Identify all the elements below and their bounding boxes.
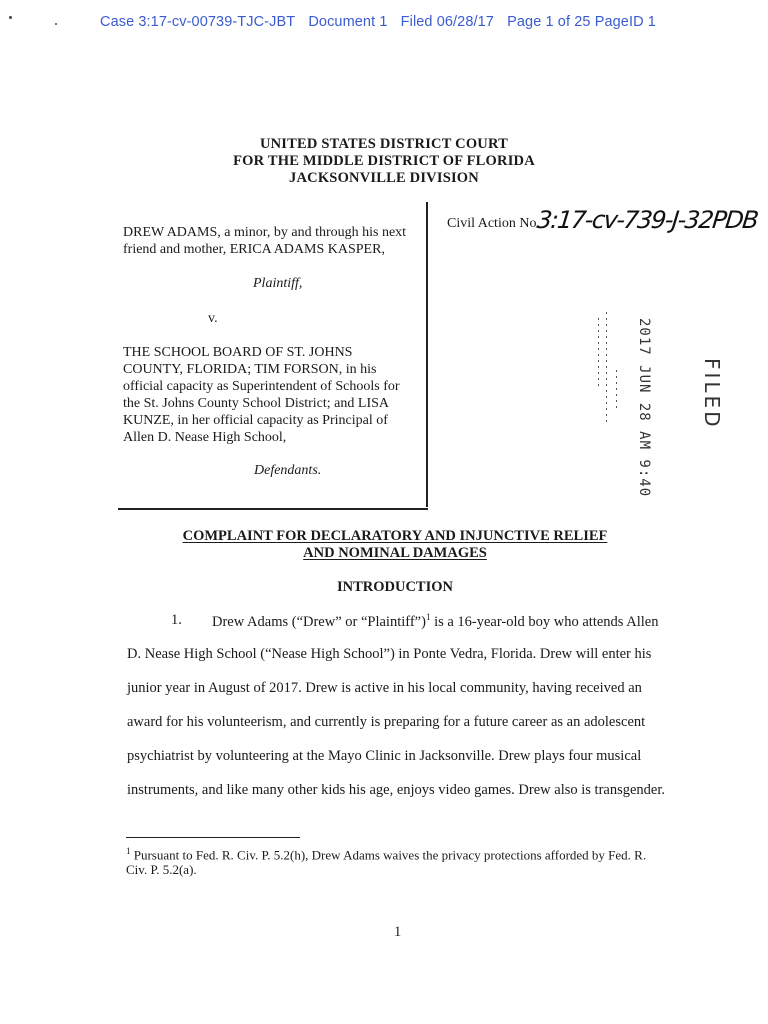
clerk-filed-stamp: [598, 310, 728, 498]
handwritten-case-number: 3:17-cv-739-J-32PDB: [535, 206, 759, 234]
stamp-dots: [606, 312, 607, 422]
court-district: FOR THE MIDDLE DISTRICT OF FLORIDA: [233, 153, 535, 169]
paragraph-number: 1.: [171, 612, 182, 628]
defendants-line: the St. Johns County School District; and LISA: [123, 396, 389, 411]
paragraph-line-text: is a 16-year-old boy who attends Allen: [430, 613, 659, 630]
plaintiff-name-line1: DREW ADAMS, a minor, by and through his next: [123, 225, 407, 240]
defendants-role: Defendants.: [254, 463, 322, 478]
paragraph-line: D. Nease High School (“Nease High School”) in Ponte Vedra, Florida. Drew will enter his: [127, 646, 652, 662]
plaintiff-role: Plaintiff,: [253, 276, 303, 291]
complaint-title-line1: COMPLAINT FOR DECLARATORY AND INJUNCTIVE RELIEF: [182, 528, 608, 544]
footnote-line: [126, 846, 646, 863]
case-number: Case 3:17-cv-00739-TJC-JBT: [100, 14, 296, 30]
paragraph-line: [212, 612, 658, 631]
versus: v.: [208, 311, 218, 326]
footnote-ref: 1: [425, 612, 431, 622]
scan-speck: [9, 16, 12, 19]
court-division: JACKSONVILLE DIVISION: [289, 170, 479, 186]
scan-speck: [55, 23, 57, 25]
stamp-dots: [598, 318, 599, 388]
defendants-line: Allen D. Nease High School,: [123, 430, 287, 445]
paragraph-line-text: Drew Adams (“Drew” or “Plaintiff”): [212, 613, 426, 630]
stamp-dots: [616, 370, 617, 410]
stamp-date: 2017 JUN 28 AM 9:40: [636, 318, 652, 498]
page-number: 1: [394, 924, 402, 940]
ecf-header-stamp: [100, 14, 665, 30]
defendants-line: KUNZE, in her official capacity as Principal of: [123, 413, 388, 428]
caption-horizontal-rule: [118, 508, 428, 510]
document-number: Document 1: [308, 14, 388, 30]
plaintiff-name-line2: friend and mother, ERICA ADAMS KASPER,: [123, 242, 385, 257]
paragraph-line: instruments, and like many other kids his age, enjoys video games. Drew also is transgender.: [127, 782, 666, 798]
footnote-text: Pursuant to Fed. R. Civ. P. 5.2(h), Drew Adams waives the privacy protections afforded by Fed. R.: [130, 847, 647, 863]
civil-action-label: Civil Action No.: [447, 216, 540, 231]
defendants-line: official capacity as Superintendent of Schools for: [123, 379, 400, 394]
caption-vertical-rule: [426, 202, 428, 507]
paragraph-line: junior year in August of 2017. Drew is active in his local community, having received an: [127, 680, 642, 696]
defendants-line: THE SCHOOL BOARD OF ST. JOHNS: [123, 345, 353, 360]
filed-date: Filed 06/28/17: [400, 14, 494, 30]
page-info: Page 1 of 25 PageID 1: [507, 14, 656, 30]
court-name: UNITED STATES DISTRICT COURT: [259, 136, 509, 152]
paragraph-line: psychiatrist by volunteering at the Mayo Clinic in Jacksonville. Drew plays four musical: [127, 748, 642, 764]
footnote-rule: [126, 837, 300, 838]
section-heading: INTRODUCTION: [336, 579, 453, 595]
footnote-line: Civ. P. 5.2(a).: [126, 862, 197, 877]
complaint-title-line2: AND NOMINAL DAMAGES: [303, 545, 487, 561]
paragraph-line: award for his volunteerism, and currently is preparing for a future career as an adolescent: [127, 714, 646, 730]
stamp-filed-text: FILED: [700, 358, 724, 430]
footnote-marker: 1: [126, 846, 131, 856]
defendants-line: COUNTY, FLORIDA; TIM FORSON, in his: [123, 362, 377, 377]
